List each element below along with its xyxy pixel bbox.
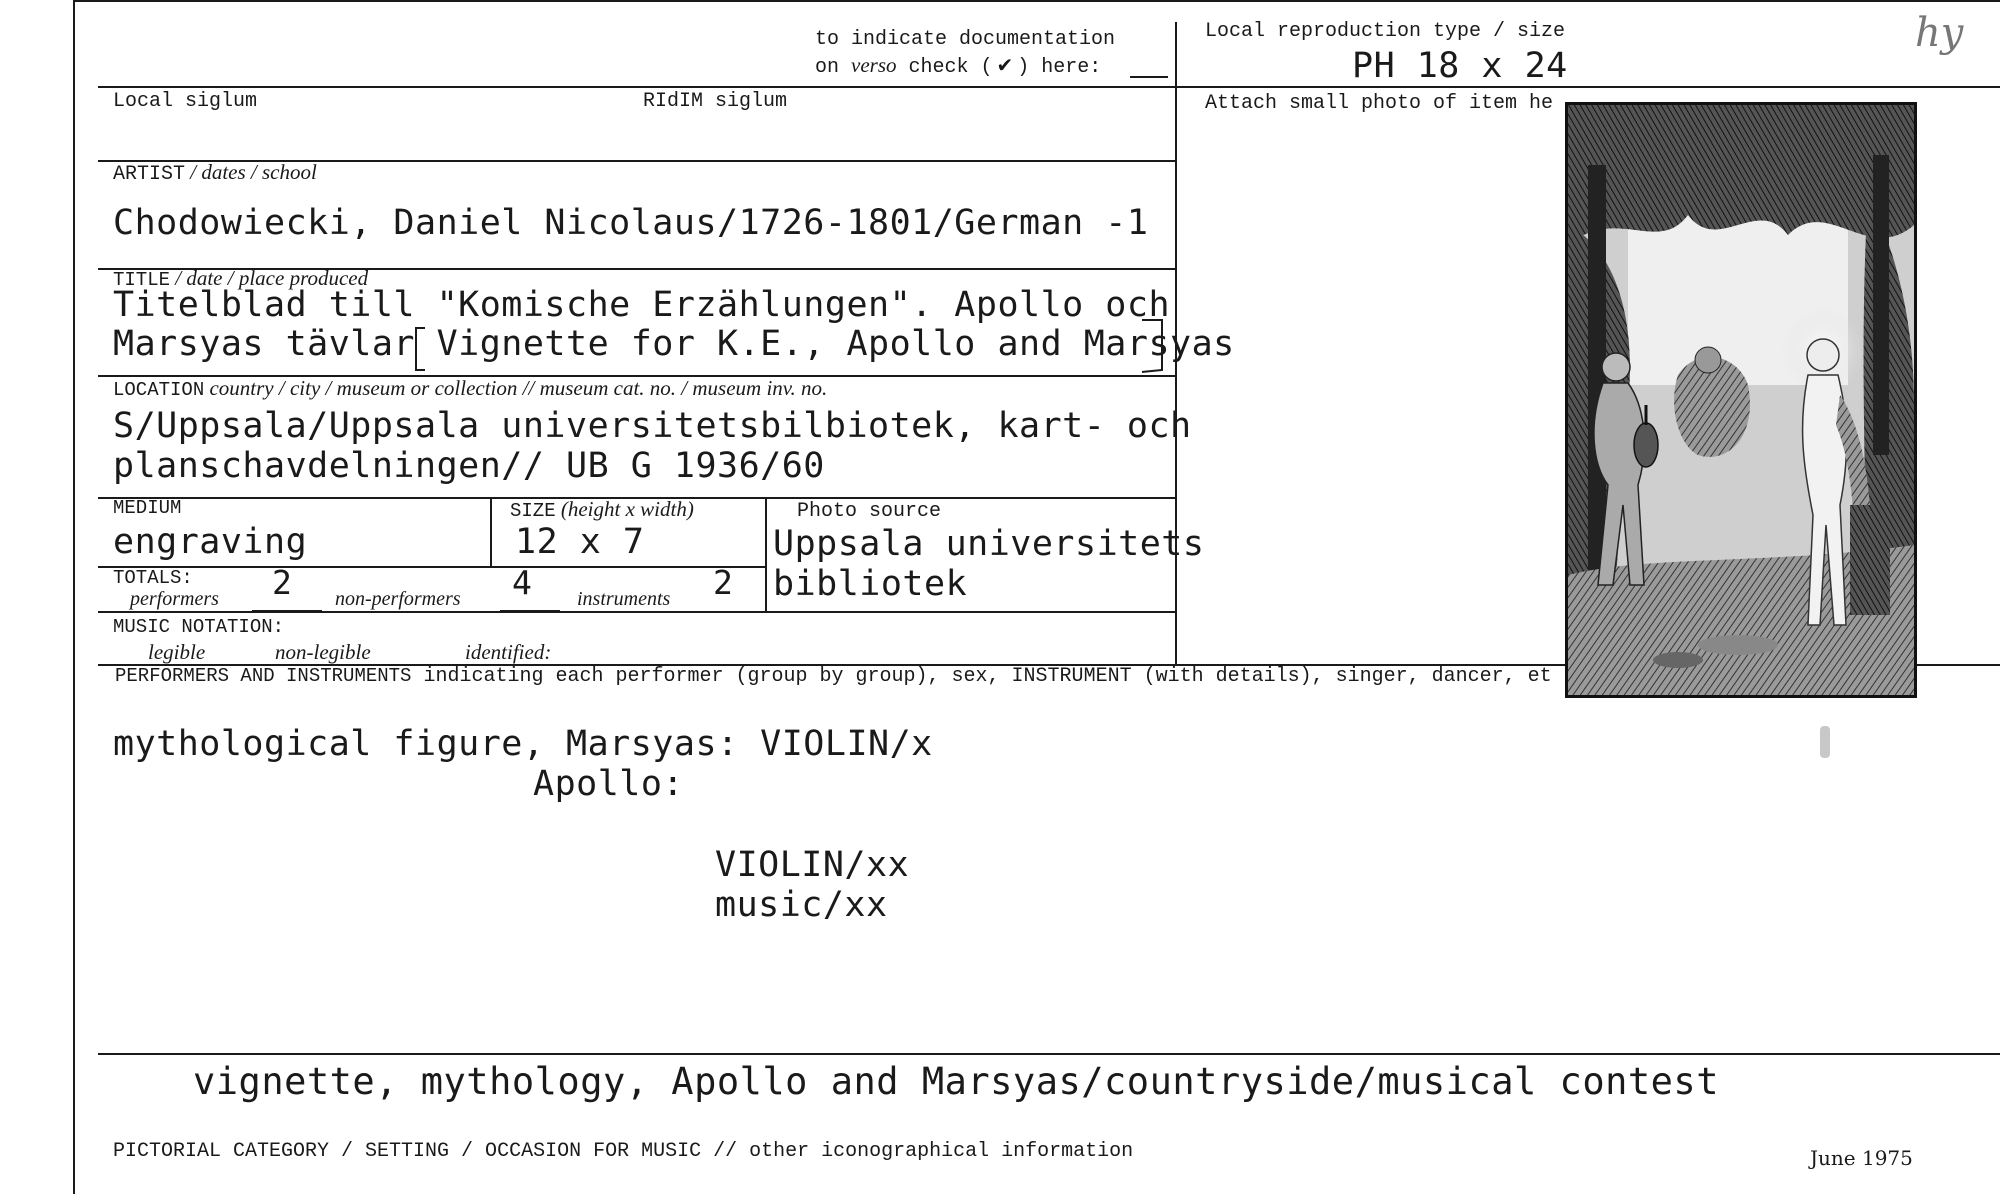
card-top-border xyxy=(73,0,2000,2)
card-left-border xyxy=(73,0,75,1194)
photo-source-line2: bibliotek xyxy=(773,564,968,604)
medium-size-divider xyxy=(490,497,492,568)
performers-line3: VIOLIN/xx xyxy=(715,845,910,885)
performers-value: 2 xyxy=(272,563,293,602)
photo-source-line1: Uppsala universitets xyxy=(773,524,1205,564)
music-notation-label: MUSIC NOTATION: xyxy=(113,616,285,638)
reproduction-type-label: Local reproduction type / size xyxy=(1205,20,1566,43)
medium-value: engraving xyxy=(113,522,308,562)
instruments-label: instruments xyxy=(577,588,671,610)
performers-line2: Apollo: xyxy=(533,764,685,804)
instruments-value: 2 xyxy=(713,563,734,602)
engraving-illustration xyxy=(1568,105,1914,695)
totals-label: TOTALS: xyxy=(113,567,193,589)
title-line1: Titelblad till "Komische Erzählungen". Apollo och xyxy=(113,285,1171,325)
size-value: 12 x 7 xyxy=(515,522,645,562)
performers-instruments-label: PERFORMERS AND INSTRUMENTS indicating each performer (group by group), sex, INSTRUMENT (with details), singer, dancer, et xyxy=(115,665,1552,688)
artist-label: ARTIST / dates / school xyxy=(113,160,317,186)
title-bracket-left xyxy=(413,326,427,372)
local-siglum-label: Local siglum xyxy=(113,90,258,113)
title-bracket-right xyxy=(1140,318,1170,374)
location-line1: S/Uppsala/Uppsala universitetsbilbiotek, kart- och xyxy=(113,406,1192,446)
corner-handwritten-mark: hy xyxy=(1915,10,1964,56)
location-label: LOCATION country / city / museum or collection // museum cat. no. / museum inv. no. xyxy=(113,376,828,401)
category-value: vignette, mythology, Apollo and Marsyas/countryside/musical contest xyxy=(193,1060,1719,1103)
performers-line1: mythological figure, Marsyas: VIOLIN/x xyxy=(113,724,933,764)
size-source-divider xyxy=(765,497,767,612)
legible-label: legible xyxy=(148,640,206,664)
verso-check-blank xyxy=(1130,76,1168,78)
header-rule xyxy=(98,86,2000,88)
category-label: PICTORIAL CATEGORY / SETTING / OCCASION FOR MUSIC // other iconographical information xyxy=(113,1140,1134,1163)
non-legible-label: non-legible xyxy=(275,640,371,664)
verso-instruction-line2: on verso check ( ✔ ) here: xyxy=(815,53,1102,79)
category-rule xyxy=(98,1053,2000,1055)
engraving-photo xyxy=(1565,102,1917,698)
photo-source-label: Photo source xyxy=(797,500,942,523)
location-line2: planschavdelningen// UB G 1936/60 xyxy=(113,446,825,486)
totals-rule xyxy=(98,611,1175,613)
ridim-siglum-label: RIdIM siglum xyxy=(643,90,788,113)
performers-label: performers xyxy=(130,588,219,610)
artist-value: Chodowiecki, Daniel Nicolaus/1726-1801/German -1 xyxy=(113,203,1149,243)
non-performers-value: 4 xyxy=(512,563,533,602)
size-label: SIZE (height x width) xyxy=(510,497,694,522)
performers-line4: music/xx xyxy=(715,885,888,925)
photo-attach-label: Attach small photo of item he xyxy=(1205,92,1554,115)
non-performers-label: non-performers xyxy=(335,588,461,610)
verso-instruction-line1: to indicate documentation xyxy=(815,28,1116,51)
medium-rule xyxy=(98,566,765,568)
check-mark-icon: ✔ xyxy=(996,53,1014,77)
paper-smudge xyxy=(1820,726,1830,758)
title-line2: Marsyas tävlar Vignette for K.E., Apollo and Marsyas xyxy=(113,324,1235,364)
medium-label: MEDIUM xyxy=(113,497,182,519)
title-label: TITLE / date / place produced xyxy=(113,266,369,291)
identified-label: identified: xyxy=(465,640,552,664)
date-stamp: June 1975 xyxy=(1810,1146,1913,1170)
reproduction-type-value: PH 18 x 24 xyxy=(1352,46,1568,86)
